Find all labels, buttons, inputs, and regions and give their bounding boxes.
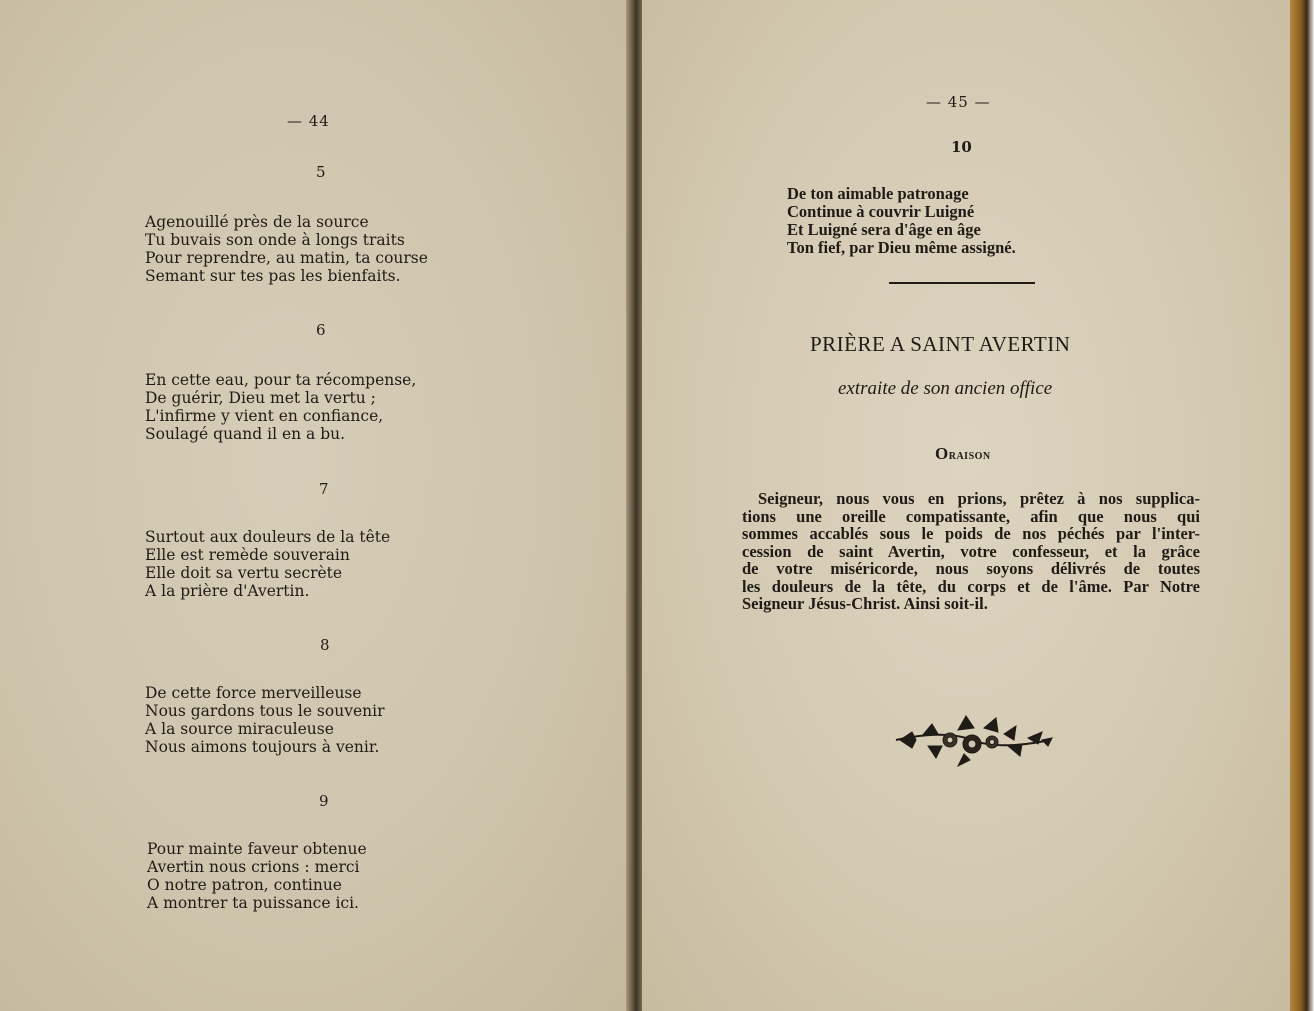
verse-line: A la prière d'Avertin.	[145, 582, 310, 600]
verse-line: Semant sur tes pas les bienfaits.	[145, 267, 401, 285]
stanza	[145, 528, 390, 600]
page-number: — 44	[287, 112, 330, 130]
verse-line: Ton fief, par Dieu même assigné.	[787, 238, 1016, 257]
left-page	[0, 0, 632, 1011]
verse-line: O notre patron, continue	[147, 876, 342, 894]
stanza-number: 8	[320, 636, 330, 654]
prayer-line: Seigneur Jésus-Christ. Ainsi soit-il.	[742, 594, 988, 613]
prayer-line: de votre miséricorde, nous soyons délivrés de toutes	[742, 559, 1200, 578]
verse-line: De ton aimable patronage	[787, 184, 969, 203]
prayer-text	[742, 490, 1200, 613]
stanza-number: 10	[951, 138, 972, 156]
verse-line: A la source miraculeuse	[145, 720, 334, 738]
stanza-number: 5	[316, 163, 326, 181]
verse-line: Soulagé quand il en a bu.	[145, 425, 346, 443]
prayer-line: Seigneur, nous vous en prions, prêtez à nos supplica-	[758, 489, 1200, 508]
prayer-subtitle: extraite de son ancien office	[838, 378, 1053, 399]
stanza	[147, 840, 367, 912]
stanza	[145, 213, 428, 285]
verse-line: Nous aimons toujours à venir.	[145, 738, 380, 756]
verse-line: En cette eau, pour ta récompense,	[145, 371, 417, 389]
verse-line: L'infirme y vient en confiance,	[145, 407, 384, 425]
verse-line: Pour mainte faveur obtenue	[147, 840, 367, 858]
verse-line: A montrer ta puissance ici.	[147, 894, 359, 912]
verse-line: Elle doit sa vertu secrète	[145, 564, 343, 582]
stanza-number: 7	[319, 480, 329, 498]
stanza-number: 6	[316, 321, 326, 339]
prayer-title: PRIÈRE A SAINT AVERTIN	[810, 332, 1071, 356]
verse-line: De cette force merveilleuse	[145, 684, 362, 702]
prayer-line: tions une oreille compatissante, afin que nous qui	[742, 506, 1200, 526]
section-heading-rest: raison	[948, 448, 991, 463]
page-number: — 45 —	[926, 93, 991, 111]
verse-line: Surtout aux douleurs de la tête	[145, 528, 391, 546]
section-heading	[935, 444, 991, 464]
verse-line: Pour reprendre, au matin, ta course	[145, 249, 428, 267]
verse-line: Nous gardons tous le souvenir	[145, 702, 385, 720]
verse-line: Tu buvais son onde à longs traits	[145, 231, 405, 249]
prayer-line: les douleurs de la tête, du corps et de l'âme. Par Notre	[742, 576, 1200, 596]
stanza	[145, 684, 384, 756]
section-divider	[889, 282, 1035, 284]
verse-line: Agenouillé près de la source	[145, 213, 369, 231]
stanza	[145, 371, 416, 443]
verse-line: Continue à couvrir Luigné	[787, 202, 975, 221]
floral-ornament-icon	[892, 710, 1054, 770]
book-edge	[1290, 0, 1314, 1011]
verse-line: Et Luigné sera d'âge en âge	[787, 220, 981, 239]
stanza	[787, 185, 1016, 257]
prayer-line: sommes accablés sous le poids de nos péchés par l'inter-	[742, 524, 1200, 543]
prayer-line: cession de saint Avertin, votre confesseur, et la grâce	[742, 541, 1200, 561]
verse-line: Avertin nous crions : merci	[147, 858, 360, 876]
stanza-number: 9	[319, 792, 329, 810]
section-heading-initial: O	[935, 444, 949, 463]
verse-line: Elle est remède souverain	[145, 546, 350, 564]
verse-line: De guérir, Dieu met la vertu ;	[145, 389, 376, 407]
